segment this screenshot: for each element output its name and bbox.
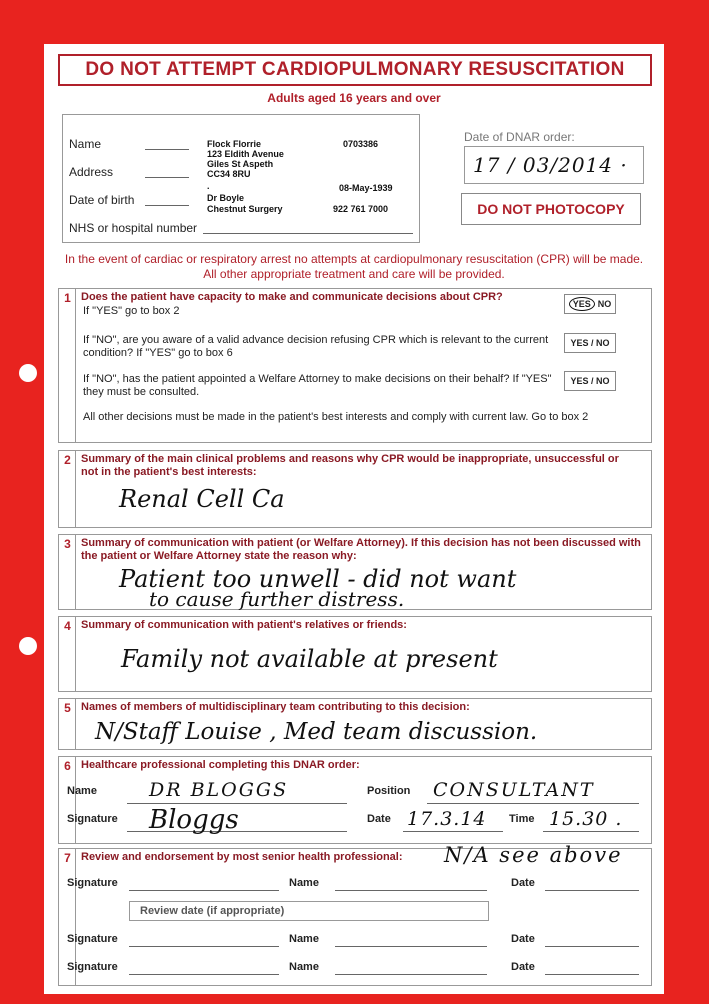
stamp-id: 0703386 [343,139,379,149]
stamp-postcode: CC34 8RU [207,169,251,179]
section-1-number: 1 [64,291,71,305]
punch-hole-bottom [19,637,37,655]
review2-date-label: Date [511,933,535,945]
section-5-team-members [58,698,652,750]
section-4-number: 4 [64,619,71,633]
section-6-number: 6 [64,759,71,773]
form-subtitle: Adults aged 16 years and over [267,91,441,105]
review3-signature-label: Signature [67,961,118,973]
section-2-answer: Renal Cell Ca [119,485,285,513]
patient-details-box [62,114,420,243]
advance-decision-answer[interactable]: YES / NO [564,333,616,353]
section-7-heading: Review and endorsement by most senior health professional: [81,851,403,863]
stamp-surgery: Chestnut Surgery [207,204,283,214]
review3-date-label: Date [511,961,535,973]
section-3-answer-line2: to cause further distress. [149,587,405,611]
capacity-answer[interactable] [564,294,616,314]
welfare-attorney-answer[interactable]: YES / NO [564,371,616,391]
section-1-capacity [58,288,652,443]
section-6-signature-label: Signature [67,813,118,825]
section-4-relatives-communication [58,616,652,692]
stamp-doctor: Dr Boyle [207,193,245,203]
section-5-heading: Names of members of multidisciplinary team contributing to this decision: [81,701,470,713]
dob-label: Date of birth [69,193,135,207]
capacity-yes-selected: YES [569,297,595,311]
section-3-patient-communication [58,534,652,610]
review2-name-label: Name [289,933,319,945]
section-1-line1: If "YES" go to box 2 [83,305,180,317]
stamp-address1: 123 Eldith Avenue [207,149,284,159]
section-3-answer-line1: Patient too unwell - did not want [119,565,517,593]
section-6-date-value: 17.3.14 [407,808,487,830]
section-7-number: 7 [64,851,71,865]
section-2-number: 2 [64,453,71,467]
section-6-name-value: DR BLOGGS [149,779,289,801]
stamp-dob: 08-May-1939 [339,183,393,193]
section-1-heading: Does the patient have capacity to make and communicate decisions about CPR? [81,291,503,303]
do-not-photocopy-notice: DO NOT PHOTOCOPY [461,193,641,225]
section-6-position-value: CONSULTANT [433,779,595,801]
section-3-heading: Summary of communication with patient (or Welfare Attorney). If this decision has not been discussed with the patient or Welfare Attorney state the reason why: [81,537,641,562]
section-1-question2: If "NO", are you aware of a valid advance decision refusing CPR which is relevant to the current condition? If "YES" go to box 6 [83,334,549,359]
stamp-dot: . [207,181,210,191]
section-1-question3: If "NO", has the patient appointed a Welfare Attorney to make decisions on their behalf? If "YES" they must be consulted. [83,373,552,398]
stamp-phone: 922 761 7000 [333,204,389,214]
section-5-number: 5 [64,701,71,715]
section-3-number: 3 [64,537,71,551]
review1-signature-label: Signature [67,877,118,889]
stamp-name: Flock Florrie [207,139,262,149]
dnar-date-box [464,146,644,184]
section-6-name-label: Name [67,785,97,797]
section-6-heading: Healthcare professional completing this DNAR order: [81,759,360,771]
dnar-form [44,44,664,994]
section-6-signature: Bloggs [149,805,239,835]
section-6-healthcare-professional [58,756,652,844]
dnar-date-value: 17 / 03/2014 · [473,153,628,177]
review1-name-label: Name [289,877,319,889]
address-label: Address [69,165,114,179]
section-2-heading: Summary of the main clinical problems and reasons why CPR would be inappropriate, unsuccessful or not in the patient's best interests: [81,453,619,478]
section-6-position-label: Position [367,785,411,797]
capacity-no: NO [597,299,612,309]
punch-hole-top [19,364,37,382]
section-6-time-value: 15.30 . [549,808,623,830]
name-label: Name [69,137,102,151]
section-6-time-label: Time [509,813,535,825]
section-7-review [58,843,652,986]
dnar-date-label: Date of DNAR order: [464,130,575,144]
section-1-question4: All other decisions must be made in the patient's best interests and comply with current law. Go to box 2 [83,411,589,423]
section-7-answer: N/A see above [444,843,623,867]
intro-statement: In the event of cardiac or respiratory arrest no attempts at cardiopulmonary resuscitation (CPR) will be made. All other appropriate treatment and care will be provided. [64,252,644,281]
review-date-field[interactable]: Review date (if appropriate) [129,901,489,921]
section-5-answer: N/Staff Louise , Med team discussion. [95,719,538,745]
section-2-clinical-problems [58,450,652,528]
review1-date-label: Date [511,877,535,889]
stamp-address2: Giles St Aspeth [207,159,274,169]
nhs-number-label: NHS or hospital number [69,221,198,235]
section-4-answer: Family not available at present [121,645,498,673]
review3-name-label: Name [289,961,319,973]
review2-signature-label: Signature [67,933,118,945]
section-4-heading: Summary of communication with patient's relatives or friends: [81,619,407,631]
title-box [58,54,652,86]
section-6-date-label: Date [367,813,391,825]
form-title: DO NOT ATTEMPT CARDIOPULMONARY RESUSCITATION [85,59,625,80]
